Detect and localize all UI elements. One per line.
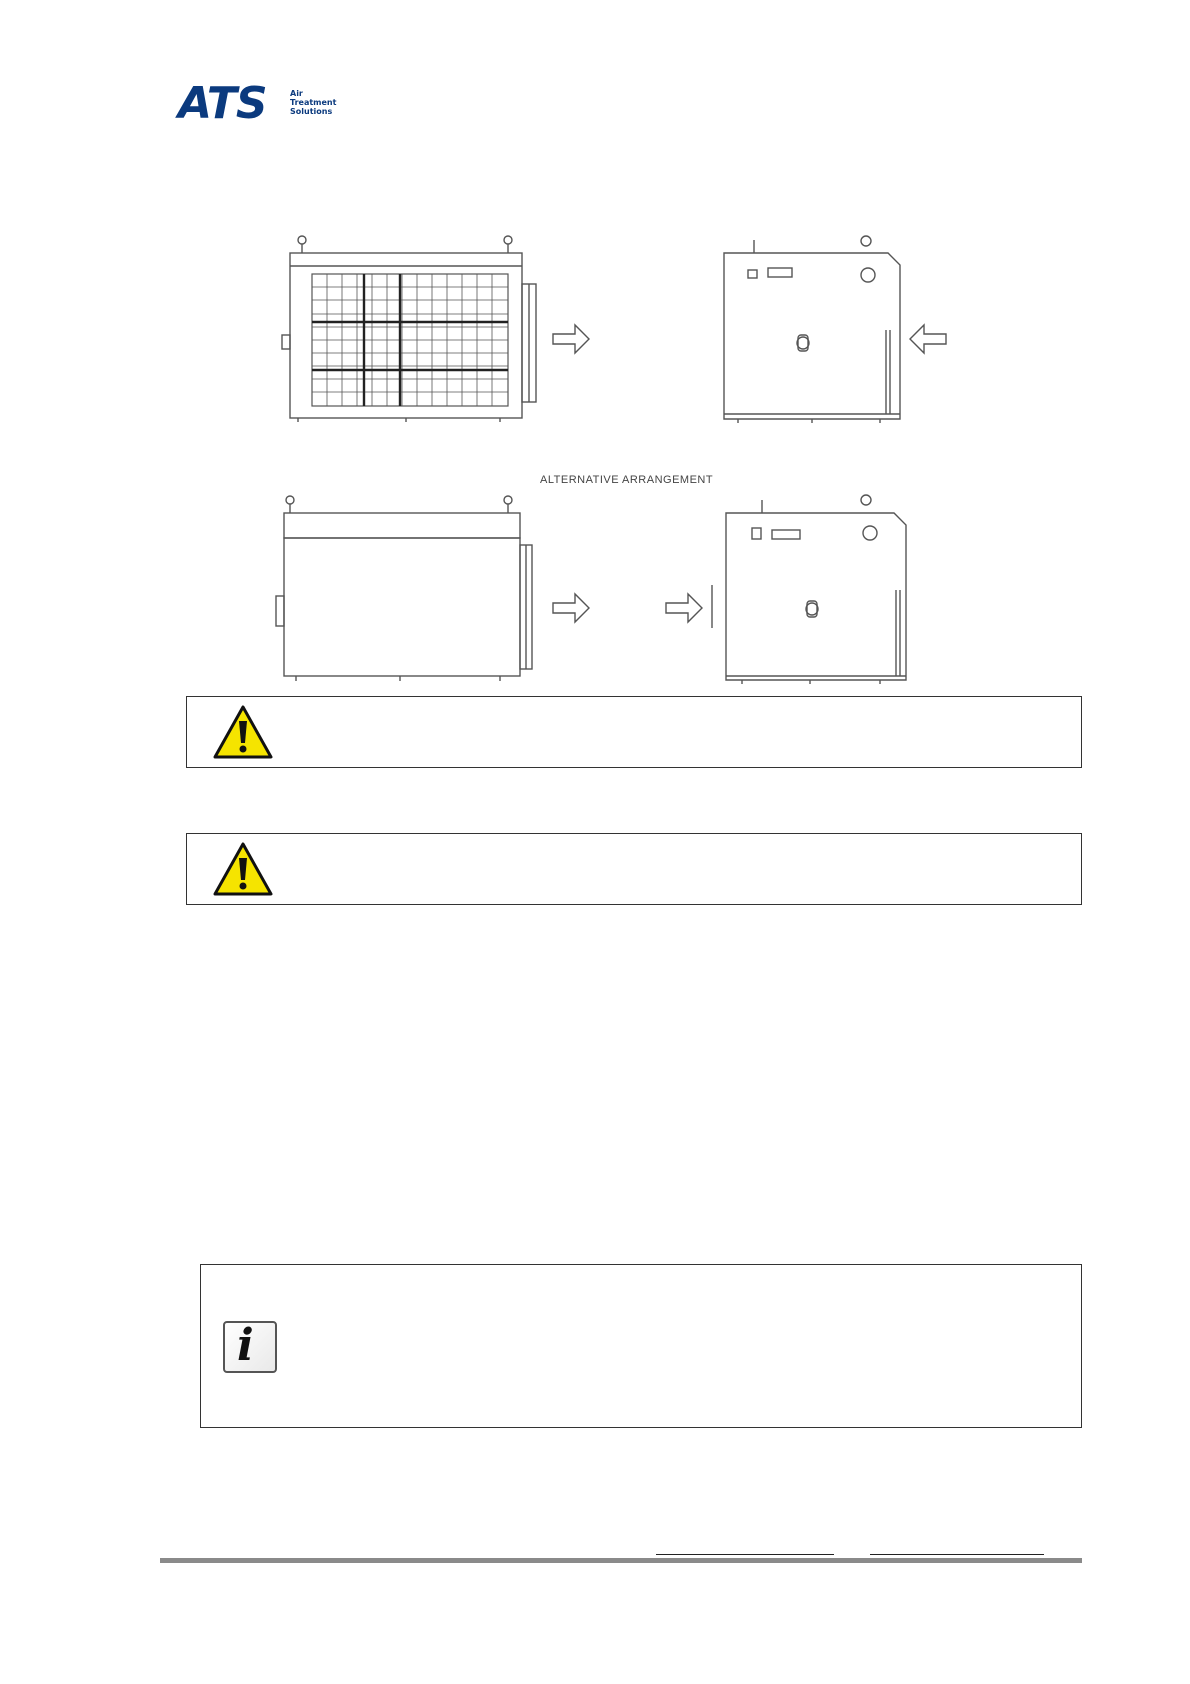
warning-triangle-icon [212, 704, 274, 760]
arrow-right-icon [553, 594, 589, 622]
side-view-top [724, 236, 900, 423]
arrow-right-icon [553, 325, 589, 353]
logo-mark: ATS [178, 78, 267, 129]
unit-drawings [0, 0, 1190, 700]
footer-divider [160, 1558, 1082, 1563]
footer-link[interactable] [656, 1554, 834, 1555]
info-icon: i [223, 1321, 277, 1373]
warning-box [186, 696, 1082, 768]
side-view-bottom [726, 495, 906, 684]
front-view-alt [276, 496, 532, 681]
logo-tagline: Air Treatment Solutions [290, 89, 337, 116]
footer-link[interactable] [870, 1554, 1044, 1555]
info-box [200, 1264, 1082, 1428]
arrow-left-icon [910, 325, 946, 353]
front-view-coil [282, 236, 536, 422]
warning-box [186, 833, 1082, 905]
figure-caption: ALTERNATIVE ARRANGEMENT [540, 474, 714, 486]
arrow-right-icon [666, 594, 702, 622]
warning-triangle-icon [212, 841, 274, 897]
